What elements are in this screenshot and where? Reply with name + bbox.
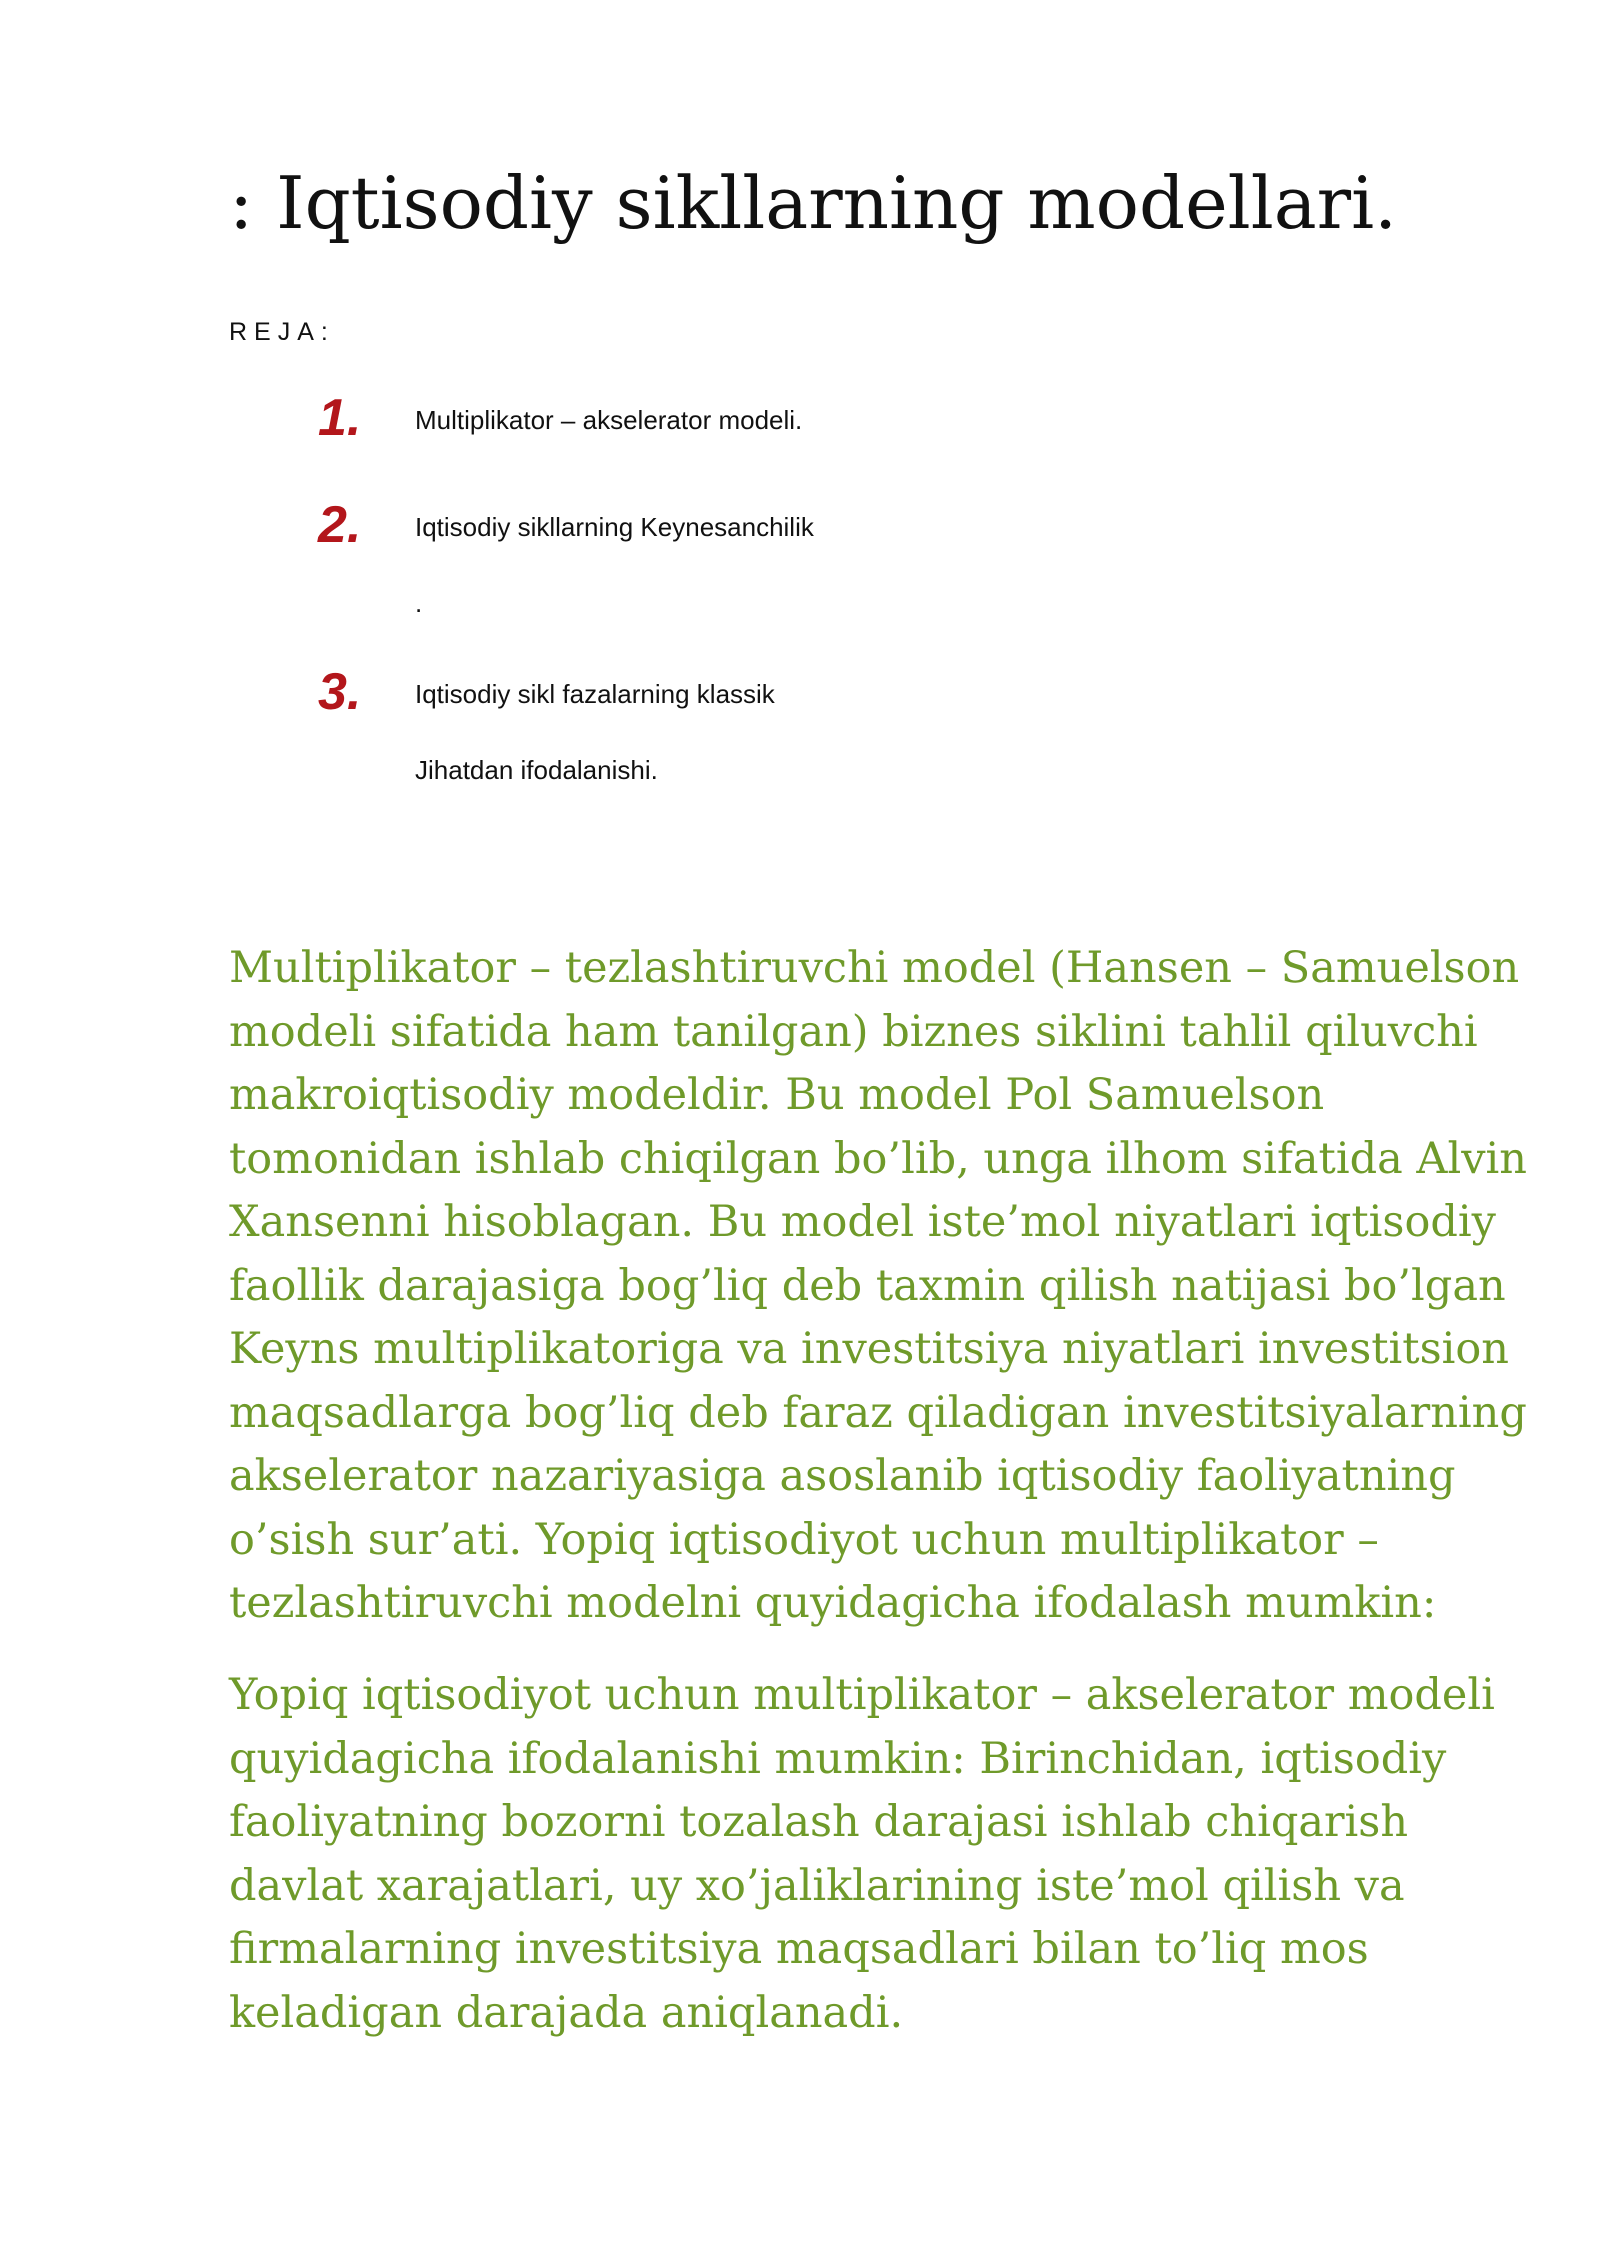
plan-heading: REJA:: [229, 318, 335, 346]
plan-item-continuation: .: [415, 588, 423, 618]
plan-item-text: Iqtisodiy sikl fazalarning klassik: [415, 679, 775, 709]
plan-item-continuation: Jihatdan ifodalanishi.: [415, 755, 658, 785]
plan-item-number: 1.: [318, 389, 362, 447]
plan-item-number: 3.: [318, 663, 362, 721]
plan-item-text: Iqtisodiy sikllarning Keynesanchilik: [415, 512, 814, 542]
body-paragraph-2: Yopiq iqtisodiyot uchun multiplikator – akselerator modeli quyidagicha ifodalanishi mumkin: Birinchidan, iqtisodiy faoliyatning bozorni tozalash darajasi ishlab chiqarish davlat xarajatlari, uy xo’jaliklarining iste’mol qilish va firmalarning investitsiya maqsadlari bilan to’liq mos keladigan darajada aniqlanadi.: [229, 1670, 1495, 2038]
plan-item-number: 2.: [318, 496, 362, 554]
plan-item-text: Multiplikator – akselerator modeli.: [415, 405, 803, 435]
body-paragraph-1: Multiplikator – tezlashtiruvchi model (Hansen – Samuelson modeli sifatida ham tanilgan) biznes siklini tahlil qiluvchi makroiqtisodiy modeldir. Bu model Pol Samuelson tomonidan ishlab chiqilgan bo’lib, unga ilhom sifatida Alvin Xansenni hisoblagan. Bu model iste’mol niyatlari iqtisodiy faollik darajasiga bog’liq deb taxmin qilish natijasi bo’lgan Keyns multiplikatoriga va investitsiya niyatlari investitsion maqsadlarga bog’liq deb faraz qiladigan investitsiyalarning akselerator nazariyasiga asoslanib iqtisodiy faoliyatning o’sish sur’ati. Yopiq iqtisodiyot uchun multiplikator – tezlashtiruvchi modelni quyidagicha ifodalash mumkin:: [229, 943, 1527, 1628]
page-title: : Iqtisodiy sikllarning modellari.: [229, 161, 1397, 245]
